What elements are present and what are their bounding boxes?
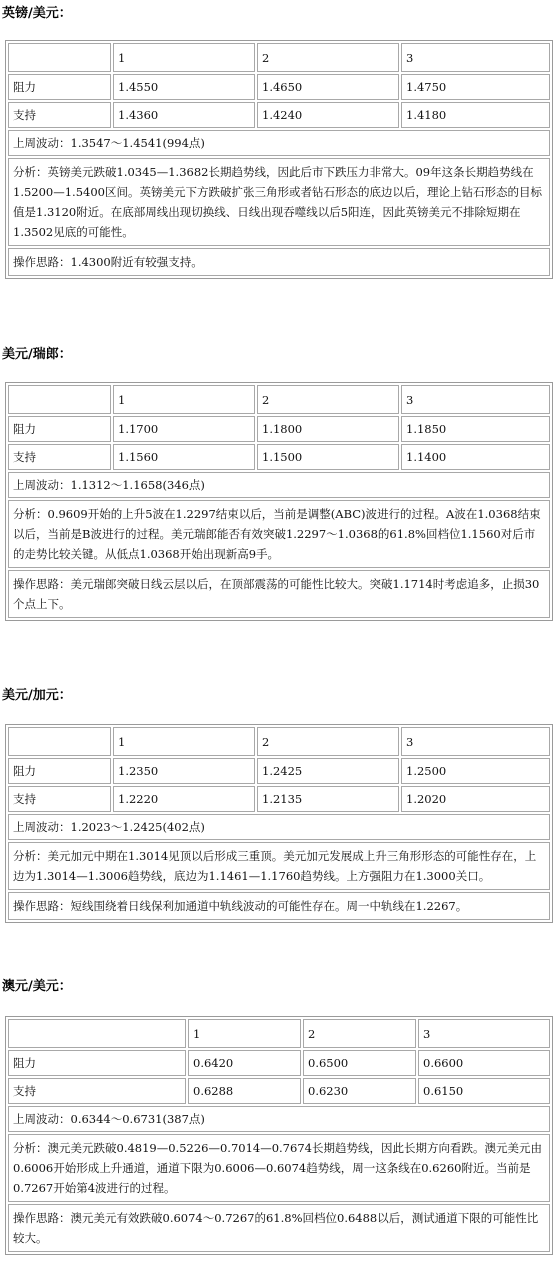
support-row xyxy=(8,102,550,128)
resistance-row xyxy=(8,74,550,100)
table-header-row xyxy=(8,727,550,756)
header-cell-1: 1 xyxy=(113,43,255,72)
range-row xyxy=(8,472,550,498)
table-header-row xyxy=(8,1019,550,1048)
support-value-3: 1.1400 xyxy=(401,444,550,470)
header-cell-empty xyxy=(8,727,111,756)
strategy-row xyxy=(8,570,550,618)
resistance-value-3: 1.1850 xyxy=(401,416,550,442)
strategy-row xyxy=(8,248,550,276)
analysis-text: 分析：0.9609开始的上升5波在1.2297结束以后，当前是调整(ABC)波进行的过程。A波在1.0368结束以后，当前是B波进行的过程。美元瑞郎能否有效突破1.2297～1.0368的61.8%回档位1.1560对后市的走势比较关键。从低点1.0368开始出现新高9手。 xyxy=(8,500,550,568)
weekly-range-text: 上周波动：1.3547～1.4541(994点) xyxy=(8,130,550,156)
header-cell-3: 3 xyxy=(401,727,550,756)
support-value-3: 1.2020 xyxy=(401,786,550,812)
header-cell-2: 2 xyxy=(257,727,399,756)
row-label-support: 支持 xyxy=(8,102,111,128)
resistance-value-1: 1.2350 xyxy=(113,758,255,784)
support-value-1: 1.2220 xyxy=(113,786,255,812)
resistance-value-2: 1.1800 xyxy=(257,416,399,442)
resistance-value-3: 1.4750 xyxy=(401,74,550,100)
support-value-2: 1.2135 xyxy=(257,786,399,812)
table-usdcad xyxy=(5,724,553,923)
strategy-row xyxy=(8,892,550,920)
range-row xyxy=(8,814,550,840)
strategy-text: 操作思路：美元瑞郎突破日线云层以后，在顶部震荡的可能性比较大。突破1.1714时考虑追多，止损30个点上下。 xyxy=(8,570,550,618)
row-label-resistance: 阻力 xyxy=(8,416,111,442)
row-label-resistance: 阻力 xyxy=(8,74,111,100)
strategy-row xyxy=(8,1204,550,1252)
header-cell-3: 3 xyxy=(418,1019,550,1048)
row-label-resistance: 阻力 xyxy=(8,1050,186,1076)
support-value-1: 0.6288 xyxy=(188,1078,301,1104)
table-usdchf xyxy=(5,382,553,621)
resistance-value-2: 0.6500 xyxy=(303,1050,416,1076)
resistance-value-1: 0.6420 xyxy=(188,1050,301,1076)
resistance-value-3: 1.2500 xyxy=(401,758,550,784)
resistance-value-3: 0.6600 xyxy=(418,1050,550,1076)
analysis-row xyxy=(8,842,550,890)
header-cell-2: 2 xyxy=(257,43,399,72)
support-value-2: 1.4240 xyxy=(257,102,399,128)
weekly-range-text: 上周波动：1.1312～1.1658(346点) xyxy=(8,472,550,498)
resistance-row xyxy=(8,1050,550,1076)
analysis-row xyxy=(8,158,550,246)
analysis-row xyxy=(8,500,550,568)
analysis-text: 分析：美元加元中期在1.3014见顶以后形成三重顶。美元加元发展成上升三角形形态的可能性存在，上边为1.3014—1.3006趋势线，底边为1.1461—1.1760趋势线。上方强阻力在1.3000关口。 xyxy=(8,842,550,890)
header-cell-1: 1 xyxy=(188,1019,301,1048)
range-row xyxy=(8,1106,550,1132)
weekly-range-text: 上周波动：0.6344～0.6731(387点) xyxy=(8,1106,550,1132)
support-value-2: 1.1500 xyxy=(257,444,399,470)
section-title-audusd: 澳元/美元： xyxy=(2,979,72,994)
support-value-1: 1.4360 xyxy=(113,102,255,128)
header-cell-2: 2 xyxy=(257,385,399,414)
header-cell-empty xyxy=(8,43,111,72)
resistance-value-1: 1.4550 xyxy=(113,74,255,100)
table-header-row xyxy=(8,43,550,72)
resistance-value-2: 1.4650 xyxy=(257,74,399,100)
resistance-row xyxy=(8,416,550,442)
row-label-resistance: 阻力 xyxy=(8,758,111,784)
analysis-row xyxy=(8,1134,550,1202)
analysis-text: 分析：澳元美元跌破0.4819—0.5226—0.7014—0.7674长期趋势线，因此长期方向看跌。澳元美元由0.6006开始形成上升通道，通道下限为0.6006—0.6074趋势线，周一这条线在0.6260附近。当前是0.7267开始第4波进行的过程。 xyxy=(8,1134,550,1202)
header-cell-1: 1 xyxy=(113,727,255,756)
header-cell-1: 1 xyxy=(113,385,255,414)
row-label-support: 支持 xyxy=(8,786,111,812)
header-cell-2: 2 xyxy=(303,1019,416,1048)
resistance-value-2: 1.2425 xyxy=(257,758,399,784)
header-cell-empty xyxy=(8,385,111,414)
support-row xyxy=(8,786,550,812)
resistance-value-1: 1.1700 xyxy=(113,416,255,442)
support-value-3: 1.4180 xyxy=(401,102,550,128)
weekly-range-text: 上周波动：1.2023～1.2425(402点) xyxy=(8,814,550,840)
header-cell-empty xyxy=(8,1019,186,1048)
section-title-usdchf: 美元/瑞郎： xyxy=(2,347,72,362)
header-cell-3: 3 xyxy=(401,385,550,414)
table-gbpusd xyxy=(5,40,553,279)
strategy-text: 操作思路：1.4300附近有较强支持。 xyxy=(8,248,550,276)
table-audusd xyxy=(5,1016,553,1255)
row-label-support: 支持 xyxy=(8,444,111,470)
resistance-row xyxy=(8,758,550,784)
support-value-1: 1.1560 xyxy=(113,444,255,470)
support-row xyxy=(8,1078,550,1104)
analysis-text: 分析：英镑美元跌破1.0345—1.3682长期趋势线，因此后市下跌压力非常大。09年这条长期趋势线在1.5200—1.5400区间。英镑美元下方跌破扩张三角形或者钻石形态的底边以后，理论上钻石形态的目标值是1.3120附近。在底部周线出现切换线、日线出现吞噬线以后5阳连，因此英镑美元不排除短期在1.3502见底的可能性。 xyxy=(8,158,550,246)
support-row xyxy=(8,444,550,470)
row-label-support: 支持 xyxy=(8,1078,186,1104)
range-row xyxy=(8,130,550,156)
table-header-row xyxy=(8,385,550,414)
strategy-text: 操作思路：澳元美元有效跌破0.6074～0.7267的61.8%回档位0.6488以后，测试通道下限的可能性比较大。 xyxy=(8,1204,550,1252)
support-value-2: 0.6230 xyxy=(303,1078,416,1104)
header-cell-3: 3 xyxy=(401,43,550,72)
support-value-3: 0.6150 xyxy=(418,1078,550,1104)
strategy-text: 操作思路：短线围绕着日线保利加通道中轨线波动的可能性存在。周一中轨线在1.2267。 xyxy=(8,892,550,920)
section-title-gbpusd: 英镑/美元： xyxy=(2,6,72,21)
section-title-usdcad: 美元/加元： xyxy=(2,688,72,703)
